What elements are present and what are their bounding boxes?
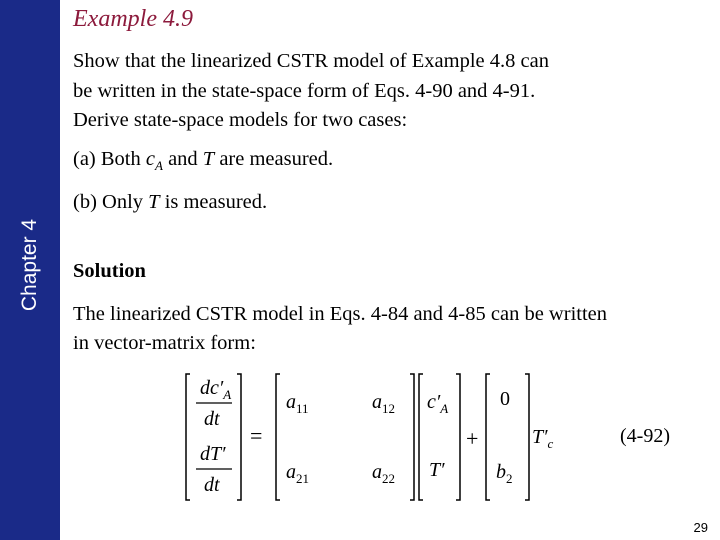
page-number: 29 [693,520,708,535]
left-bracket-b [486,374,490,500]
right-bracket-lhs [237,374,241,500]
tc-prime: $T'_c$ [532,426,554,451]
case-b-var-t: T [148,191,160,213]
dt-denominator-1: dt [204,408,220,430]
case-b-prefix: (b) Only [73,191,149,213]
right-bracket-b [525,374,529,500]
equation-4-92 [180,368,700,508]
body-line-2: in vector-matrix form: [73,332,256,354]
input-vector [486,374,529,500]
equation-number: (4-92) [620,425,670,447]
case-a-var-c: c [145,148,155,170]
body-line-1: The linearized CSTR model in Eqs. 4-84 and 4-85 can be written [73,303,608,325]
case-a-suffix: are measured. [214,148,334,170]
left-bracket-lhs [186,374,190,500]
left-bracket-x [419,374,423,500]
t-prime: T′ [429,459,445,481]
intro-line-2: be written in the state-space form of Eqs. 4-90 and 4-91. [73,80,536,102]
case-a-var-t: T [202,148,215,170]
case-a-var-sub: A [154,158,163,174]
a11: $a_{11}$ [286,391,309,416]
intro-line-1: Show that the linearized CSTR model of Example 4.8 can [73,50,549,72]
equals-sign: = [250,423,263,448]
right-bracket-x [456,374,460,500]
dT-numerator: dT′ [200,443,226,465]
case-b [73,190,267,215]
coefficient-matrix [276,374,414,500]
right-bracket-a [410,374,414,500]
intro-line-3: Derive state-space models for two cases: [73,109,408,131]
derivative-vector [186,374,241,500]
a21: $a_{21}$ [286,461,309,486]
plus-sign: + [466,426,479,451]
state-vector [419,374,460,500]
case-a-prefix: (a) Both [73,148,146,170]
slide-title: Example 4.9 [73,6,193,32]
sidebar [0,0,60,540]
dca-numerator: $dc'_A$ [200,377,232,402]
case-a [73,147,333,178]
b2: $b_2$ [496,461,513,486]
zero: 0 [500,388,510,410]
case-a-mid: and [162,148,203,170]
ca-prime: $c'_A$ [427,391,449,416]
dt-denominator-2: dt [204,474,220,496]
chapter-label: Chapter 4 [18,218,41,312]
a22: $a_{22}$ [372,461,395,486]
case-b-suffix: is measured. [159,191,268,213]
a12: $a_{12}$ [372,391,395,416]
left-bracket-a [276,374,280,500]
solution-heading: Solution [73,260,146,282]
